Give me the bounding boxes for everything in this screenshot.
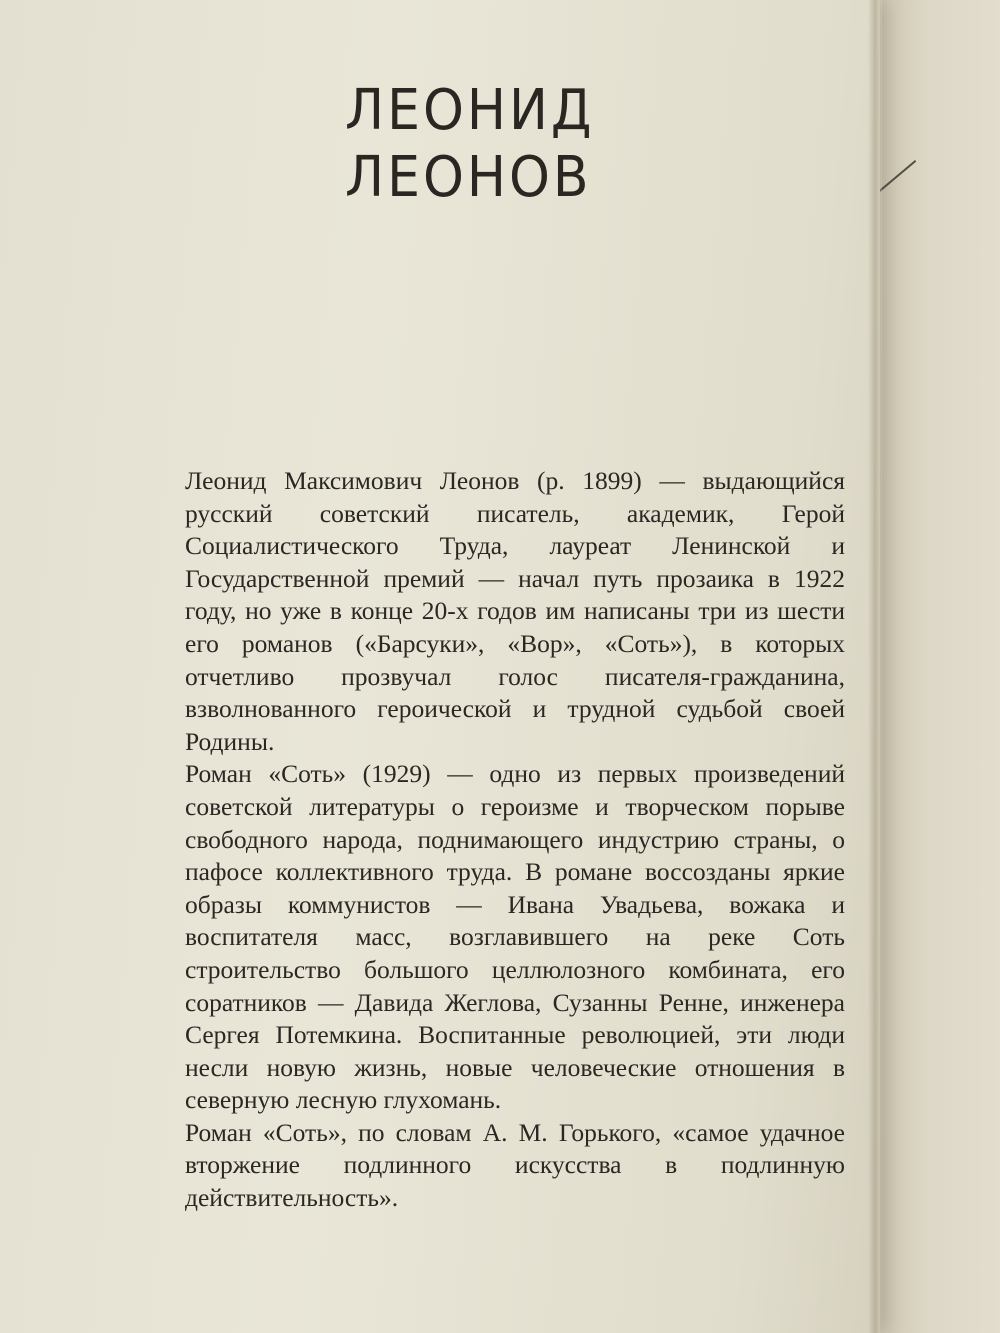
author-first-name: ЛЕОНИД — [345, 78, 595, 143]
annotation-paragraph-biography: Леонид Максимович Леонов (р. 1899) — выдающийся русский советский писатель, академик, Герой Социалистического Труда, лауреат Ленинской и Государственной премий — начал путь прозаика в 1922 году, но уже в конце 20-х годов им написаны три из шести его романов («Барсуки», «Вор», «Соть»), в которых отчетливо прозвучал голос писателя-гражданина, взволнованного героической и трудной судьбой своей Родины. — [185, 466, 845, 756]
book-annotation — [185, 465, 845, 1215]
author-last-name: ЛЕОНОВ — [345, 145, 592, 210]
author-name — [345, 77, 645, 211]
annotation-paragraph-quote: Роман «Соть», по словам А. М. Горького, «самое удачное вторжение подлинного искусства в подлинную действительность». — [185, 1117, 845, 1213]
adjacent-page — [882, 0, 1000, 1333]
page-edge-shadow — [868, 0, 882, 1333]
annotation-paragraph-novel: Роман «Соть» (1929) — одно из первых произведений советской литературы о героизме и творческом порыве свободного народа, поднимающего индустрию страны, о пафосе коллективного труда. В романе воссозданы яркие образы коммунистов — Ивана Увадьева, вожака и воспитателя масс, возглавившего на реке Соть строительство большого целлюлозного комбината, его соратников — Давида Жеглова, Сузанны Ренне, инженера Сергея Потемкина. Воспитанные революцией, эти люди несли новую жизнь, новые человеческие отношения в северную лесную глухомань. — [185, 759, 845, 1115]
show-through-text — [690, 215, 860, 237]
